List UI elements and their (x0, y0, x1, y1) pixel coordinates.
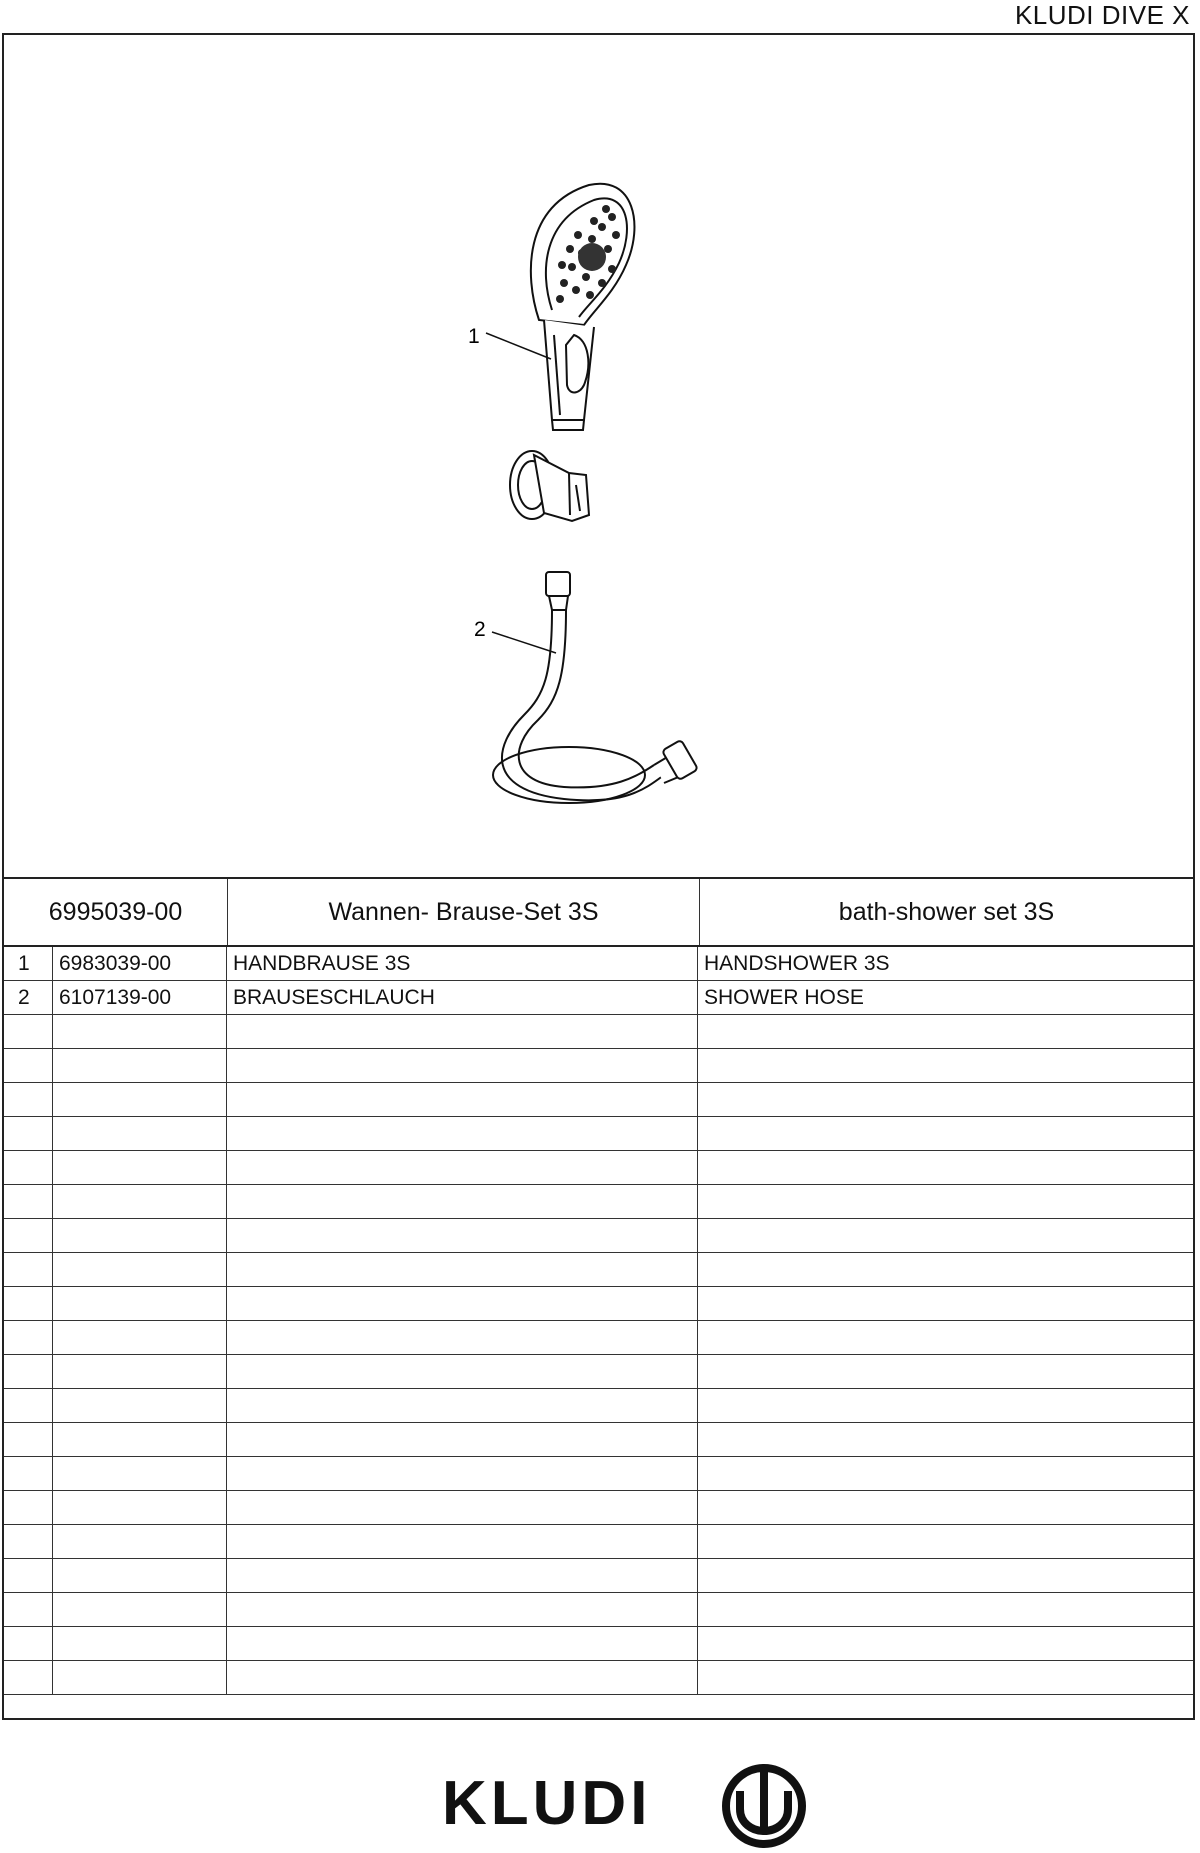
part-article-number (53, 1593, 227, 1626)
part-article-number: 6983039-00 (53, 947, 227, 980)
part-name-german (227, 1661, 698, 1694)
part-position (4, 1321, 53, 1354)
set-name-english: bath-shower set 3S (838, 897, 1055, 926)
part-position (4, 1287, 53, 1320)
part-name-english (698, 1491, 1193, 1524)
part-article-number (53, 1491, 227, 1524)
part-article-number (53, 1117, 227, 1150)
part-name-german (227, 1185, 698, 1218)
part-position (4, 1219, 53, 1252)
part-position (4, 1015, 53, 1048)
part-article-number (53, 1185, 227, 1218)
part-article-number (53, 1287, 227, 1320)
part-position (4, 1627, 53, 1660)
parts-illustration (4, 35, 1193, 877)
set-header-row (4, 879, 1193, 947)
part-position (4, 1151, 53, 1184)
part-article-number (53, 1661, 227, 1694)
table-row (4, 1389, 1193, 1423)
part-article-number (53, 1321, 227, 1354)
set-name-german: Wannen- Brause-Set 3S (228, 879, 700, 945)
part-name-german (227, 1151, 698, 1184)
part-name-english (698, 1627, 1193, 1660)
part-name-german (227, 1287, 698, 1320)
drawing-frame (2, 33, 1195, 1720)
part-article-number (53, 1253, 227, 1286)
part-article-number (53, 1219, 227, 1252)
part-name-english (698, 1117, 1193, 1150)
part-name-english (698, 1253, 1193, 1286)
part-position (4, 1253, 53, 1286)
table-row (4, 1151, 1193, 1185)
part-article-number (53, 1457, 227, 1490)
part-name-english (698, 1661, 1193, 1694)
wall-holder-illustration (510, 451, 589, 521)
part-position (4, 1457, 53, 1490)
part-name-english (698, 1423, 1193, 1456)
part-position (4, 1049, 53, 1082)
part-name-german: HANDBRAUSE 3S (227, 947, 698, 980)
part-name-german (227, 1525, 698, 1558)
callout-1: 1 (468, 325, 480, 348)
part-article-number (53, 1083, 227, 1116)
part-name-german (227, 1049, 698, 1082)
parts-table (4, 877, 1193, 1695)
part-name-german (227, 1423, 698, 1456)
brand-wordmark: KLUDI (442, 1769, 652, 1838)
part-article-number (53, 1423, 227, 1456)
table-row (4, 1661, 1193, 1695)
part-name-german (227, 1015, 698, 1048)
parts-rows (4, 947, 1193, 1695)
part-name-german (227, 1117, 698, 1150)
part-article-number (53, 1355, 227, 1388)
part-name-english (698, 1015, 1193, 1048)
part-position (4, 1185, 53, 1218)
part-name-english (698, 1219, 1193, 1252)
table-row (4, 1219, 1193, 1253)
document-title: KLUDI DIVE X (1014, 0, 1190, 30)
part-name-english (698, 1389, 1193, 1422)
part-name-german: BRAUSESCHLAUCH (227, 981, 698, 1014)
part-name-english (698, 1559, 1193, 1592)
part-position (4, 1117, 53, 1150)
table-row (4, 1253, 1193, 1287)
table-row (4, 1083, 1193, 1117)
part-name-german (227, 1219, 698, 1252)
part-position (4, 1355, 53, 1388)
kludi-logo (442, 1757, 822, 1853)
table-row (4, 1185, 1193, 1219)
table-row (4, 1491, 1193, 1525)
part-position (4, 1423, 53, 1456)
part-name-german (227, 1627, 698, 1660)
part-article-number (53, 1559, 227, 1592)
part-position (4, 1559, 53, 1592)
part-name-english (698, 1151, 1193, 1184)
callout-2: 2 (474, 618, 486, 641)
part-name-german (227, 1491, 698, 1524)
part-position (4, 1491, 53, 1524)
table-row (4, 1287, 1193, 1321)
table-row (4, 1525, 1193, 1559)
table-row (4, 1049, 1193, 1083)
shower-hose-illustration (493, 572, 698, 803)
part-name-german (227, 1593, 698, 1626)
part-position: 2 (4, 981, 53, 1014)
table-row (4, 981, 1193, 1015)
table-row (4, 1117, 1193, 1151)
part-article-number (53, 1389, 227, 1422)
part-position: 1 (4, 947, 53, 980)
part-article-number: 6107139-00 (53, 981, 227, 1014)
part-name-english: SHOWER HOSE (704, 985, 864, 1009)
part-name-english (698, 1457, 1193, 1490)
part-name-english (698, 1185, 1193, 1218)
part-article-number (53, 1049, 227, 1082)
part-article-number (53, 1525, 227, 1558)
part-name-english (698, 1287, 1193, 1320)
part-position (4, 1389, 53, 1422)
part-position (4, 1593, 53, 1626)
part-name-english (698, 1049, 1193, 1082)
part-name-english (698, 1355, 1193, 1388)
table-row (4, 1627, 1193, 1661)
table-row (4, 1321, 1193, 1355)
table-row (4, 1355, 1193, 1389)
table-row (4, 1559, 1193, 1593)
exploded-drawing (4, 35, 1193, 877)
part-name-german (227, 1083, 698, 1116)
part-name-german (227, 1321, 698, 1354)
table-row (4, 947, 1193, 981)
part-article-number (53, 1627, 227, 1660)
part-name-english (698, 1321, 1193, 1354)
part-name-english (698, 1083, 1193, 1116)
table-row (4, 1457, 1193, 1491)
part-article-number (53, 1015, 227, 1048)
part-position (4, 1083, 53, 1116)
kludi-logo-icon (718, 1761, 814, 1851)
part-position (4, 1525, 53, 1558)
part-name-german (227, 1457, 698, 1490)
part-name-english: HANDSHOWER 3S (704, 951, 890, 975)
handshower-illustration (531, 184, 635, 430)
part-name-german (227, 1253, 698, 1286)
table-row (4, 1423, 1193, 1457)
table-row (4, 1593, 1193, 1627)
set-article-number: 6995039-00 (4, 879, 228, 945)
part-name-german (227, 1559, 698, 1592)
part-name-german (227, 1389, 698, 1422)
part-article-number (53, 1151, 227, 1184)
part-position (4, 1661, 53, 1694)
part-name-english (698, 1593, 1193, 1626)
table-row (4, 1015, 1193, 1049)
part-name-english (698, 1525, 1193, 1558)
part-name-german (227, 1355, 698, 1388)
